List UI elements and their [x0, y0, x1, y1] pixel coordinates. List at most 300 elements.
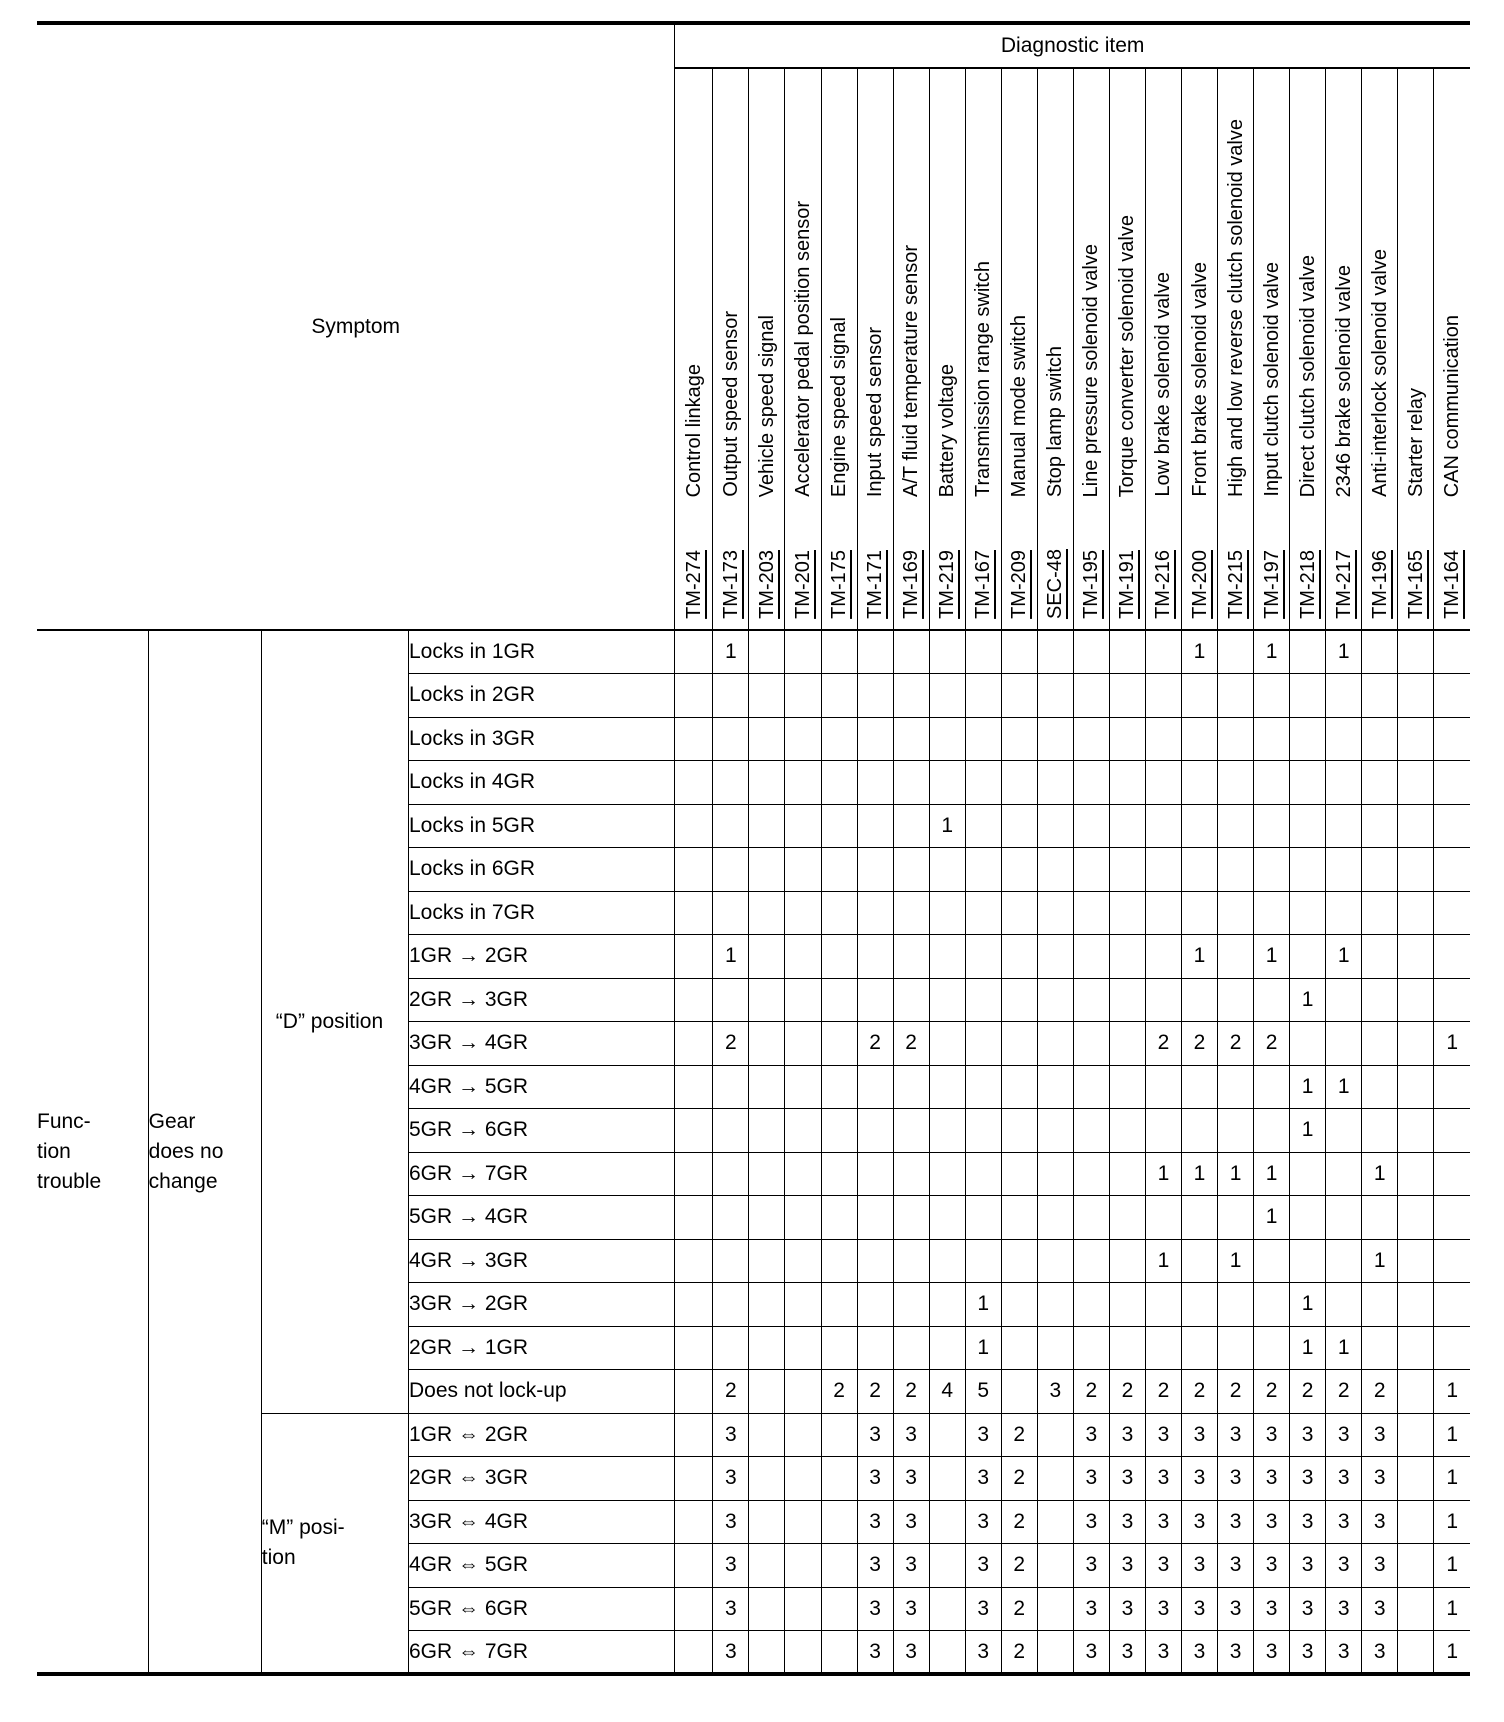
priority-cell — [1398, 1370, 1434, 1414]
priority-cell — [675, 1239, 713, 1283]
column-reference-link[interactable]: TM-215 — [1224, 550, 1247, 619]
priority-cell: 1 — [1290, 1109, 1326, 1153]
priority-cell — [821, 891, 857, 935]
priority-cell — [785, 1413, 821, 1457]
priority-cell — [893, 1326, 929, 1370]
priority-cell — [1109, 891, 1145, 935]
priority-cell: 1 — [929, 804, 965, 848]
priority-cell — [1290, 717, 1326, 761]
priority-cell: 2 — [1145, 1022, 1181, 1066]
column-header — [821, 68, 857, 630]
symptom-label: 5GR → 4GR — [408, 1196, 674, 1240]
priority-cell — [929, 674, 965, 718]
priority-cell: 3 — [1326, 1631, 1362, 1675]
column-reference-link[interactable]: TM-216 — [1152, 550, 1175, 619]
priority-cell — [1218, 1196, 1254, 1240]
subcategory-gear-no-change: Gear does no change — [148, 630, 261, 1674]
priority-cell — [1326, 1152, 1362, 1196]
priority-cell — [675, 674, 713, 718]
priority-cell — [1073, 1109, 1109, 1153]
priority-cell: 1 — [1326, 935, 1362, 979]
column-reference-link[interactable]: TM-218 — [1296, 550, 1319, 619]
priority-cell — [1398, 1022, 1434, 1066]
priority-cell: 3 — [1362, 1587, 1398, 1631]
priority-cell — [1362, 804, 1398, 848]
priority-cell — [1326, 848, 1362, 892]
priority-cell — [675, 630, 713, 674]
priority-cell — [929, 891, 965, 935]
priority-cell — [675, 1065, 713, 1109]
priority-cell — [893, 935, 929, 979]
priority-cell: 3 — [713, 1500, 749, 1544]
priority-cell — [1001, 848, 1037, 892]
priority-cell — [1037, 1109, 1073, 1153]
priority-cell — [1109, 978, 1145, 1022]
priority-cell: 3 — [1218, 1413, 1254, 1457]
priority-cell — [675, 891, 713, 935]
priority-cell — [675, 717, 713, 761]
priority-cell — [785, 978, 821, 1022]
column-reference-link[interactable]: TM-165 — [1404, 550, 1427, 619]
priority-cell: 2 — [1145, 1370, 1181, 1414]
priority-cell — [1037, 1065, 1073, 1109]
column-header — [1218, 68, 1254, 630]
priority-cell — [929, 630, 965, 674]
priority-cell — [965, 848, 1001, 892]
priority-cell — [1398, 1239, 1434, 1283]
priority-cell — [821, 1109, 857, 1153]
priority-cell — [929, 1500, 965, 1544]
priority-cell — [1362, 761, 1398, 805]
priority-cell — [1362, 978, 1398, 1022]
priority-cell: 3 — [857, 1413, 893, 1457]
priority-cell — [1398, 1065, 1434, 1109]
priority-cell — [821, 1022, 857, 1066]
priority-cell — [785, 1109, 821, 1153]
priority-cell: 4 — [929, 1370, 965, 1414]
priority-cell — [675, 1457, 713, 1501]
priority-cell — [785, 630, 821, 674]
priority-cell — [1290, 804, 1326, 848]
priority-cell — [785, 1587, 821, 1631]
column-name: CAN communication — [1441, 314, 1464, 497]
priority-cell — [675, 1587, 713, 1631]
column-reference-link[interactable]: TM-169 — [900, 550, 923, 619]
priority-cell — [965, 804, 1001, 848]
table-body — [37, 630, 1470, 1674]
priority-cell — [1181, 761, 1217, 805]
priority-cell — [929, 717, 965, 761]
priority-cell — [1145, 891, 1181, 935]
priority-cell: 1 — [1218, 1152, 1254, 1196]
symptom-label: 5GR → 6GR — [408, 1109, 674, 1153]
priority-cell: 1 — [1290, 1326, 1326, 1370]
column-reference-link[interactable]: TM-219 — [936, 550, 959, 619]
priority-cell: 3 — [857, 1500, 893, 1544]
symptom-label: Locks in 3GR — [408, 717, 674, 761]
priority-cell — [1398, 1413, 1434, 1457]
priority-cell — [749, 1326, 785, 1370]
column-name: Manual mode switch — [1008, 314, 1031, 497]
priority-cell — [821, 1587, 857, 1631]
priority-cell — [1181, 848, 1217, 892]
priority-cell — [965, 717, 1001, 761]
priority-cell: 2 — [821, 1370, 857, 1414]
priority-cell — [713, 761, 749, 805]
priority-cell: 3 — [1290, 1413, 1326, 1457]
priority-cell — [1326, 674, 1362, 718]
priority-cell: 3 — [893, 1587, 929, 1631]
priority-cell — [1218, 1326, 1254, 1370]
priority-cell — [785, 1196, 821, 1240]
priority-cell — [821, 717, 857, 761]
priority-cell — [821, 1283, 857, 1327]
priority-cell — [1109, 630, 1145, 674]
priority-cell — [1145, 978, 1181, 1022]
priority-cell — [749, 1109, 785, 1153]
priority-cell — [1109, 674, 1145, 718]
priority-cell — [675, 761, 713, 805]
priority-cell — [1037, 630, 1073, 674]
priority-cell — [1073, 891, 1109, 935]
column-header — [1254, 68, 1290, 630]
priority-cell — [929, 935, 965, 979]
priority-cell — [1398, 1631, 1434, 1675]
priority-cell — [1254, 761, 1290, 805]
priority-cell — [713, 978, 749, 1022]
priority-cell — [1218, 1109, 1254, 1153]
priority-cell — [1434, 891, 1470, 935]
priority-cell — [1037, 978, 1073, 1022]
priority-cell — [1109, 1326, 1145, 1370]
priority-cell: 3 — [1073, 1457, 1109, 1501]
priority-cell: 3 — [1254, 1631, 1290, 1675]
priority-cell — [1290, 891, 1326, 935]
priority-cell — [1145, 804, 1181, 848]
priority-cell — [1434, 804, 1470, 848]
diagnostic-item-label: Diagnostic item — [1000, 34, 1145, 57]
priority-cell — [965, 935, 1001, 979]
column-header — [1145, 68, 1181, 630]
priority-cell: 3 — [1362, 1544, 1398, 1588]
priority-cell — [821, 1239, 857, 1283]
column-reference-link[interactable]: TM-197 — [1260, 550, 1283, 619]
column-reference-link[interactable]: TM-164 — [1441, 550, 1464, 619]
priority-cell — [929, 978, 965, 1022]
priority-cell — [1398, 1109, 1434, 1153]
priority-cell — [857, 804, 893, 848]
priority-cell — [785, 891, 821, 935]
priority-cell — [1290, 674, 1326, 718]
priority-cell: 2 — [1254, 1370, 1290, 1414]
symptom-label: 4GR ⇔ 5GR — [408, 1544, 674, 1588]
priority-cell — [749, 717, 785, 761]
priority-cell — [749, 674, 785, 718]
priority-cell — [1001, 717, 1037, 761]
priority-cell — [857, 761, 893, 805]
priority-cell: 2 — [893, 1370, 929, 1414]
priority-cell — [929, 761, 965, 805]
priority-cell: 3 — [1326, 1457, 1362, 1501]
priority-cell — [929, 1152, 965, 1196]
priority-cell — [1037, 1022, 1073, 1066]
priority-cell: 2 — [1001, 1587, 1037, 1631]
priority-cell: 3 — [1109, 1413, 1145, 1457]
column-name: Torque converter solenoid valve — [1116, 214, 1139, 497]
priority-cell — [1398, 1283, 1434, 1327]
priority-cell: 2 — [857, 1022, 893, 1066]
priority-cell: 1 — [713, 935, 749, 979]
priority-cell: 3 — [893, 1631, 929, 1675]
priority-cell — [1181, 1283, 1217, 1327]
priority-cell — [1109, 1065, 1145, 1109]
priority-cell: 1 — [1290, 1283, 1326, 1327]
priority-cell — [785, 761, 821, 805]
priority-cell — [1290, 630, 1326, 674]
priority-cell — [857, 1326, 893, 1370]
priority-cell — [1362, 848, 1398, 892]
priority-cell — [1290, 761, 1326, 805]
priority-cell — [965, 761, 1001, 805]
priority-cell: 1 — [1181, 1152, 1217, 1196]
priority-cell — [1037, 1152, 1073, 1196]
priority-cell — [1145, 1196, 1181, 1240]
column-name: Transmission range switch — [972, 260, 995, 497]
priority-cell: 3 — [1181, 1631, 1217, 1675]
priority-cell — [893, 848, 929, 892]
column-reference-link[interactable]: TM-274 — [682, 550, 705, 619]
priority-cell: 3 — [1073, 1500, 1109, 1544]
column-reference-link[interactable]: TM-200 — [1188, 550, 1211, 619]
priority-cell — [749, 1065, 785, 1109]
column-header — [675, 68, 713, 630]
priority-cell — [821, 761, 857, 805]
priority-cell — [821, 1457, 857, 1501]
column-name: Input clutch solenoid valve — [1260, 262, 1283, 497]
priority-cell: 3 — [1218, 1457, 1254, 1501]
priority-cell — [785, 1457, 821, 1501]
priority-cell: 2 — [1001, 1457, 1037, 1501]
priority-cell — [785, 935, 821, 979]
priority-cell — [857, 1152, 893, 1196]
column-name: A/T fluid temperature sensor — [900, 245, 923, 497]
priority-cell — [1001, 1370, 1037, 1414]
priority-cell: 3 — [1073, 1631, 1109, 1675]
priority-cell — [1398, 630, 1434, 674]
column-header — [857, 68, 893, 630]
priority-cell: 1 — [1290, 978, 1326, 1022]
priority-cell — [1181, 891, 1217, 935]
priority-cell — [675, 804, 713, 848]
priority-cell: 3 — [1181, 1500, 1217, 1544]
priority-cell — [675, 978, 713, 1022]
priority-cell — [1001, 1239, 1037, 1283]
priority-cell — [1181, 717, 1217, 761]
priority-cell — [821, 848, 857, 892]
priority-cell — [965, 1239, 1001, 1283]
priority-cell — [749, 1631, 785, 1675]
priority-cell — [1218, 630, 1254, 674]
priority-cell — [1218, 935, 1254, 979]
priority-cell: 2 — [1290, 1370, 1326, 1414]
priority-cell: 1 — [1362, 1239, 1398, 1283]
priority-cell — [1434, 978, 1470, 1022]
column-reference-link[interactable]: TM-191 — [1116, 550, 1139, 619]
priority-cell — [1001, 1283, 1037, 1327]
column-name: Battery voltage — [936, 363, 959, 497]
priority-cell — [1362, 674, 1398, 718]
priority-cell — [1326, 1239, 1362, 1283]
priority-cell — [713, 1326, 749, 1370]
priority-cell — [1037, 1587, 1073, 1631]
priority-cell — [675, 935, 713, 979]
priority-cell: 3 — [1254, 1587, 1290, 1631]
priority-cell — [713, 1065, 749, 1109]
priority-cell: 3 — [1290, 1500, 1326, 1544]
symptom-header-label: Symptom — [311, 315, 400, 338]
priority-cell — [1290, 1239, 1326, 1283]
priority-cell: 1 — [1434, 1544, 1470, 1588]
priority-cell — [1254, 1239, 1290, 1283]
column-reference-link[interactable]: TM-175 — [828, 550, 851, 619]
priority-cell: 1 — [1181, 630, 1217, 674]
column-reference-link[interactable]: TM-167 — [972, 550, 995, 619]
priority-cell — [1037, 1283, 1073, 1327]
priority-cell: 3 — [893, 1413, 929, 1457]
priority-cell — [1073, 848, 1109, 892]
symptom-label: Locks in 6GR — [408, 848, 674, 892]
priority-cell — [929, 1413, 965, 1457]
priority-cell — [1109, 717, 1145, 761]
priority-cell — [893, 1283, 929, 1327]
symptom-label: 1GR → 2GR — [408, 935, 674, 979]
priority-cell — [893, 978, 929, 1022]
priority-cell — [1434, 1326, 1470, 1370]
priority-cell — [1434, 848, 1470, 892]
priority-cell — [713, 1239, 749, 1283]
priority-cell — [929, 1196, 965, 1240]
symptom-label: 2GR → 1GR — [408, 1326, 674, 1370]
priority-cell — [1001, 804, 1037, 848]
priority-cell — [1398, 935, 1434, 979]
priority-cell — [1145, 761, 1181, 805]
priority-cell: 2 — [1218, 1370, 1254, 1414]
symptom-label: 6GR ⇔ 7GR — [408, 1631, 674, 1675]
priority-cell: 3 — [965, 1413, 1001, 1457]
priority-cell — [1109, 935, 1145, 979]
priority-cell — [1326, 717, 1362, 761]
column-reference-link[interactable]: TM-195 — [1080, 550, 1103, 619]
priority-cell — [1037, 1239, 1073, 1283]
column-header — [1001, 68, 1037, 630]
priority-cell: 3 — [1290, 1631, 1326, 1675]
priority-cell — [1181, 1239, 1217, 1283]
priority-cell — [857, 891, 893, 935]
priority-cell — [1218, 1065, 1254, 1109]
priority-cell — [929, 1109, 965, 1153]
priority-cell — [1434, 674, 1470, 718]
priority-cell: 1 — [965, 1326, 1001, 1370]
column-reference-link[interactable]: TM-171 — [864, 550, 887, 619]
column-header — [1181, 68, 1217, 630]
priority-cell — [893, 1065, 929, 1109]
priority-cell — [713, 1283, 749, 1327]
priority-cell — [1001, 630, 1037, 674]
priority-cell — [1073, 1196, 1109, 1240]
priority-cell — [713, 674, 749, 718]
priority-cell — [1073, 630, 1109, 674]
column-reference-link[interactable]: TM-203 — [755, 550, 778, 619]
priority-cell — [785, 1370, 821, 1414]
priority-cell — [1181, 674, 1217, 718]
column-reference-link[interactable]: TM-173 — [719, 550, 742, 619]
priority-cell: 3 — [1181, 1544, 1217, 1588]
priority-cell — [1362, 1109, 1398, 1153]
priority-cell — [821, 1065, 857, 1109]
priority-cell — [1073, 804, 1109, 848]
priority-cell — [1218, 891, 1254, 935]
priority-cell — [1073, 1065, 1109, 1109]
priority-cell — [857, 978, 893, 1022]
priority-cell: 3 — [965, 1500, 1001, 1544]
symptom-label: Locks in 2GR — [408, 674, 674, 718]
priority-cell — [821, 1196, 857, 1240]
priority-cell — [965, 1109, 1001, 1153]
column-reference-link[interactable]: TM-209 — [1008, 550, 1031, 619]
diagnostic-item-header — [675, 23, 1470, 68]
column-header — [929, 68, 965, 630]
priority-cell — [675, 1500, 713, 1544]
priority-cell — [1109, 1109, 1145, 1153]
symptom-label: 2GR ⇔ 3GR — [408, 1457, 674, 1501]
symptom-header — [37, 23, 675, 630]
priority-cell: 3 — [1290, 1587, 1326, 1631]
priority-cell — [1073, 1152, 1109, 1196]
priority-cell — [1326, 891, 1362, 935]
priority-cell: 3 — [1254, 1500, 1290, 1544]
column-reference-link[interactable]: TM-217 — [1332, 550, 1355, 619]
priority-cell: 3 — [713, 1587, 749, 1631]
priority-cell: 2 — [1181, 1370, 1217, 1414]
priority-cell: 3 — [857, 1631, 893, 1675]
column-reference-link[interactable]: TM-201 — [791, 550, 814, 619]
priority-cell: 2 — [1254, 1022, 1290, 1066]
priority-cell: 3 — [965, 1544, 1001, 1588]
priority-cell — [1109, 761, 1145, 805]
priority-cell — [857, 935, 893, 979]
priority-cell: 3 — [1145, 1631, 1181, 1675]
column-reference-link[interactable]: SEC-48 — [1044, 548, 1067, 619]
priority-cell — [675, 1370, 713, 1414]
priority-cell: 2 — [713, 1370, 749, 1414]
priority-cell: 3 — [1218, 1544, 1254, 1588]
column-reference-link[interactable]: TM-196 — [1368, 550, 1391, 619]
priority-cell — [893, 1196, 929, 1240]
column-header — [893, 68, 929, 630]
priority-cell — [1434, 935, 1470, 979]
priority-cell: 3 — [1145, 1413, 1181, 1457]
priority-cell — [1254, 1065, 1290, 1109]
priority-cell — [749, 761, 785, 805]
priority-cell — [1145, 717, 1181, 761]
priority-cell: 1 — [713, 630, 749, 674]
column-name: High and low reverse clutch solenoid valve — [1224, 119, 1247, 497]
priority-cell: 3 — [1290, 1544, 1326, 1588]
priority-cell — [1001, 674, 1037, 718]
priority-cell — [675, 1196, 713, 1240]
priority-cell — [965, 1196, 1001, 1240]
priority-cell: 3 — [1109, 1544, 1145, 1588]
